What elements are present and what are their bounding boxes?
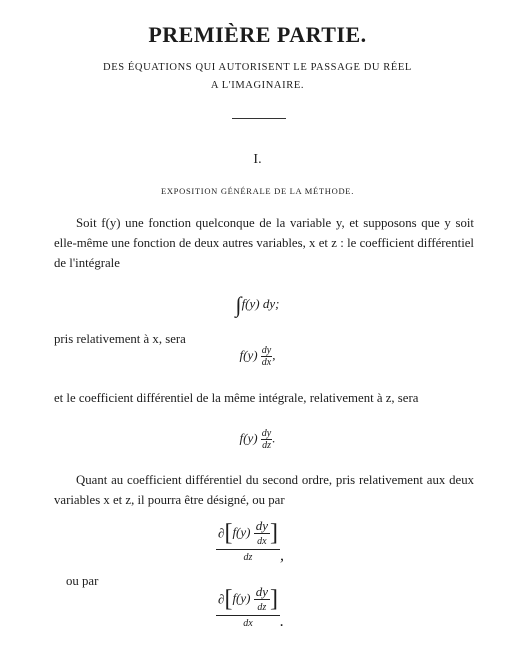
inner-fraction — [254, 520, 270, 547]
page-title: PREMIÈRE PARTIE. — [148, 22, 367, 47]
paragraph-3: et le coefficient différentiel de la même intégrale, relativement à z, sera — [54, 391, 419, 405]
partial-symbol: ∂ — [218, 591, 225, 607]
outer-numerator — [216, 586, 280, 616]
fraction-denominator: dz — [262, 440, 271, 451]
right-bracket: ] — [270, 520, 279, 546]
left-bracket: [ — [224, 520, 233, 546]
integral-sign: ∫ — [235, 292, 242, 317]
outer-fraction — [216, 520, 280, 563]
inner-fraction — [254, 586, 270, 613]
formula-dydx — [0, 345, 515, 368]
formula-suffix: , — [272, 347, 276, 363]
integral-body: f(y) dy; — [241, 295, 280, 311]
formula-second-order-2 — [216, 586, 284, 631]
fraction — [261, 345, 272, 368]
fraction-numerator: dy — [261, 345, 272, 356]
inner-denominator: dz — [257, 602, 267, 613]
fraction-denominator: dx — [261, 357, 272, 368]
formula-integral — [0, 292, 515, 318]
section-number: I. — [253, 152, 262, 167]
fraction — [261, 428, 272, 451]
formula-prefix: f(y) — [239, 347, 258, 363]
formula-suffix: . — [280, 613, 285, 630]
subtitle-line-2: A L'IMAGINAIRE. — [210, 80, 305, 91]
subtitle-line-1: DES ÉQUATIONS QUI AUTORISENT LE PASSAGE DU RÉEL — [103, 62, 412, 73]
outer-numerator — [216, 520, 280, 550]
formula-second-order-1 — [216, 520, 284, 565]
paragraph-4: Quant au coefficient différentiel du second ordre, pris relativement aux deux variables x et z, il pourra être désigné, ou par — [54, 473, 474, 507]
formula-prefix: f(y) — [239, 430, 258, 446]
partial-symbol: ∂ — [218, 525, 225, 541]
formula-dydz — [0, 428, 515, 451]
separator-rule — [232, 118, 286, 119]
outer-fraction — [216, 586, 280, 629]
inner-function: f(y) — [232, 590, 251, 606]
section-title: EXPOSITION GÉNÉRALE DE LA MÉTHODE. — [160, 186, 355, 196]
paragraph-1: Soit f(y) une fonction quelconque de la variable y, et supposons que y soit elle-même une fonction de deux autres variables, x et z : le coefficient différentiel de l'intégrale — [54, 216, 474, 270]
outer-denominator: dz — [243, 552, 253, 563]
outer-denominator: dx — [243, 618, 253, 629]
inner-function: f(y) — [232, 524, 251, 540]
formula-suffix: , — [280, 547, 285, 564]
formula-suffix: . — [272, 430, 276, 446]
fraction-numerator: dy — [261, 428, 272, 439]
paragraph-5: ou par — [66, 574, 99, 588]
inner-denominator: dx — [257, 536, 267, 547]
inner-numerator: dy — [255, 518, 269, 533]
paragraph-2: pris relativement à x, sera — [54, 332, 186, 346]
inner-numerator: dy — [255, 584, 269, 599]
right-bracket: ] — [270, 586, 279, 612]
left-bracket: [ — [224, 586, 233, 612]
